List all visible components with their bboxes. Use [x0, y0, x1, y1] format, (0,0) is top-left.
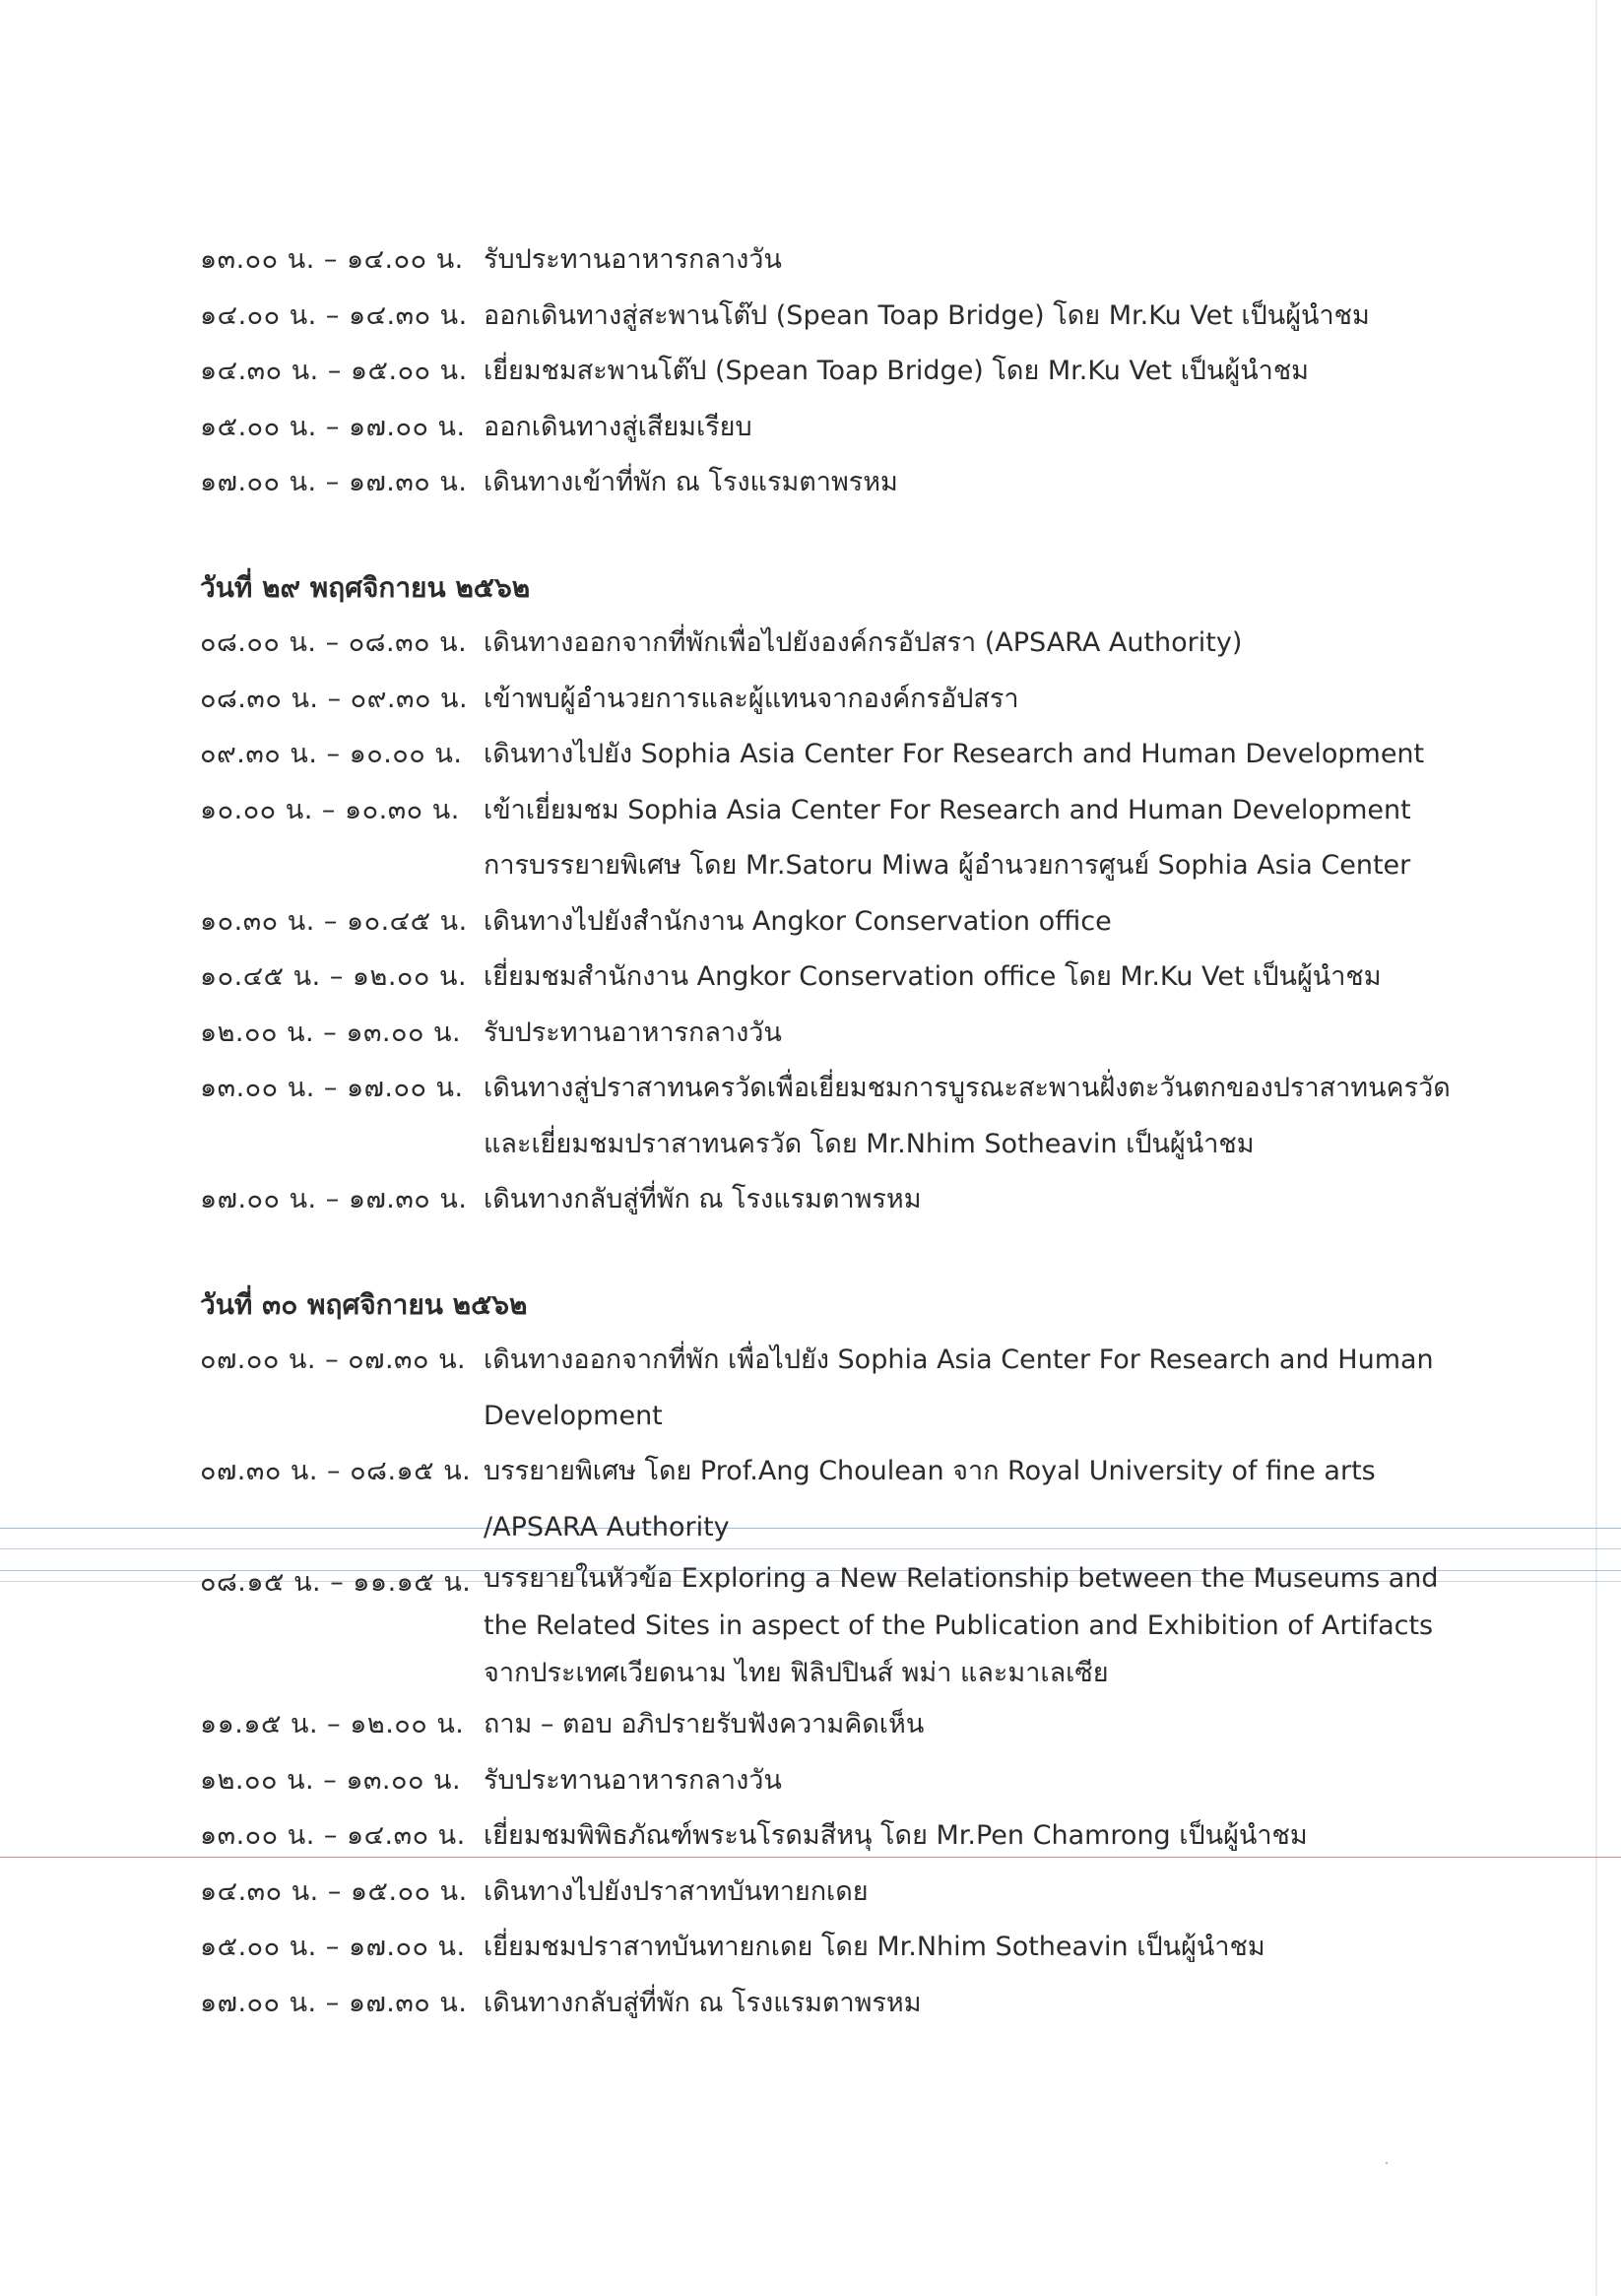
start-time: ๐๗.๓๐ — [200, 1456, 282, 1486]
activity-line: เดินทางสู่ปราสาทนครวัดเพื่อเยี่ยมชมการบูรณะสะพานฝั่งตะวันตกของปราสาทนครวัด — [484, 1073, 1451, 1103]
time-unit: น. — [289, 1184, 317, 1214]
schedule-row — [200, 1976, 1470, 2032]
time-range — [200, 344, 484, 400]
activity-description — [484, 727, 1470, 783]
time-unit: น. — [438, 961, 468, 992]
start-time: ๑๓.๐๐ — [200, 1820, 279, 1851]
time-unit: น. — [439, 1875, 468, 1907]
time-unit: น. — [443, 1456, 472, 1486]
start-time: ๑๔.๓๐ — [200, 1875, 283, 1907]
end-time: ๑๐.๐๐ — [349, 739, 426, 769]
time-dash: – — [325, 1932, 340, 1962]
activity-line: เดินทางกลับสู่ที่พัก ณ โรงแรมตาพรหม — [484, 1184, 922, 1214]
start-time: ๑๒.๐๐ — [200, 1764, 278, 1796]
schedule-row — [200, 455, 1470, 511]
activity-description — [484, 1865, 1470, 1921]
time-unit: น. — [443, 1567, 472, 1598]
time-dash: – — [329, 961, 344, 992]
activity-line: ถาม – ตอบ อภิปรายรับฟังความคิดเห็น — [484, 1709, 925, 1739]
activity-line: the Related Sites in aspect of the Publication and Exhibition of Artifacts — [484, 1610, 1434, 1641]
start-time: ๑๑.๑๕ — [200, 1709, 282, 1739]
start-time: ๑๒.๐๐ — [200, 1017, 278, 1048]
schedule-row — [200, 1808, 1470, 1865]
schedule-block-day-29 — [200, 616, 1470, 1228]
end-time: ๑๒.๐๐ — [352, 961, 430, 992]
start-time: ๑๐.๔๕ — [200, 961, 285, 992]
schedule-row — [200, 616, 1470, 672]
activity-line: เดินทางเข้าที่พัก ณ โรงแรมตาพรหม — [484, 467, 898, 497]
activity-line: เดินทางไปยังปราสาทบันทายกเดย — [484, 1875, 869, 1907]
time-range — [200, 1976, 484, 2032]
time-range — [200, 400, 484, 456]
time-unit: น. — [439, 627, 468, 658]
end-time: ๑๗.๓๐ — [348, 467, 431, 497]
start-time: ๑๗.๐๐ — [200, 1184, 281, 1214]
end-time: ๑๐.๔๕ — [346, 905, 431, 937]
time-unit: น. — [290, 739, 318, 769]
time-unit: น. — [287, 244, 315, 275]
scan-speck — [1386, 2162, 1388, 2164]
time-dash: – — [327, 683, 342, 714]
time-unit: น. — [437, 411, 466, 442]
activity-description — [484, 344, 1470, 400]
end-time: ๑๗.๓๐ — [348, 1987, 431, 2018]
time-unit: น. — [291, 683, 319, 714]
schedule-row — [200, 1172, 1470, 1228]
activity-description — [484, 455, 1470, 511]
time-range — [200, 1697, 484, 1753]
time-dash: – — [325, 299, 340, 331]
end-time: ๑๒.๐๐ — [350, 1709, 428, 1739]
time-dash: – — [327, 1456, 342, 1486]
activity-line: /APSARA Authority — [484, 1511, 730, 1542]
time-range — [200, 1920, 484, 1976]
time-unit: น. — [289, 299, 317, 331]
schedule-row — [200, 1333, 1470, 1444]
activity-description — [484, 1920, 1470, 1976]
start-time: ๑๕.๐๐ — [200, 411, 281, 442]
start-time: ๐๙.๓๐ — [200, 739, 282, 769]
start-time: ๐๘.๐๐ — [200, 627, 281, 658]
time-unit: น. — [287, 1764, 315, 1796]
end-time: ๑๑.๑๕ — [353, 1567, 435, 1598]
time-dash: – — [323, 1017, 338, 1048]
activity-line: และเยี่ยมชมปราสาทนครวัด โดย Mr.Nhim Sotheavin เป็นผู้นำชม — [484, 1128, 1255, 1159]
time-dash: – — [327, 1709, 342, 1739]
end-time: ๑๔.๓๐ — [348, 299, 431, 331]
start-time: ๑๗.๐๐ — [200, 467, 281, 497]
schedule-row — [200, 1753, 1470, 1809]
schedule-content — [200, 232, 1470, 2031]
schedule-row — [200, 1061, 1470, 1172]
activity-line: เยี่ยมชมสำนักงาน Angkor Conservation office โดย Mr.Ku Vet เป็นผู้นำชม — [484, 961, 1382, 992]
activity-line: Development — [484, 1400, 663, 1431]
schedule-row — [200, 894, 1470, 951]
activity-description — [484, 616, 1470, 672]
time-unit: น. — [291, 356, 319, 386]
activity-line: เยี่ยมชมสะพานโต๊ป (Spean Toap Bridge) โดย Mr.Ku Vet เป็นผู้นำชม — [484, 356, 1309, 386]
time-dash: – — [325, 627, 340, 658]
end-time: ๐๗.๓๐ — [348, 1345, 429, 1375]
activity-line: รับประทานอาหารกลางวัน — [484, 244, 782, 275]
activity-description — [484, 783, 1470, 894]
time-unit: น. — [287, 1820, 315, 1851]
page-edge-shadow — [1595, 0, 1597, 2296]
activity-description — [484, 950, 1470, 1006]
activity-line: เดินทางไปยัง Sophia Asia Center For Research and Human Development — [484, 739, 1425, 769]
activity-description — [484, 1555, 1470, 1697]
schedule-block-day1-afternoon — [200, 232, 1470, 511]
activity-line: บรรยายในหัวข้อ Exploring a New Relationship between the Museums and — [484, 1563, 1439, 1594]
start-time: ๑๐.๐๐ — [200, 794, 277, 825]
start-time: ๑๗.๐๐ — [200, 1987, 281, 2018]
activity-line: เดินทางกลับสู่ที่พัก ณ โรงแรมตาพรหม — [484, 1987, 922, 2018]
schedule-row — [200, 1920, 1470, 1976]
time-unit: น. — [289, 1987, 317, 2018]
time-unit: น. — [433, 1017, 462, 1048]
schedule-block-day-30 — [200, 1333, 1470, 2031]
time-unit: น. — [290, 1456, 318, 1486]
time-range — [200, 894, 484, 951]
time-dash: – — [323, 1820, 338, 1851]
schedule-row — [200, 727, 1470, 783]
day-heading-30: วันที่ ๓๐ พฤศจิกายน ๒๕๖๒ — [200, 1287, 528, 1321]
activity-line: จากประเทศเวียดนาม ไทย ฟิลิปปินส์ พม่า และมาเลเซีย — [484, 1658, 1109, 1688]
end-time: ๑๗.๐๐ — [346, 1073, 427, 1103]
end-time: ๑๗.๐๐ — [348, 411, 429, 442]
end-time: ๐๘.๑๕ — [350, 1456, 435, 1486]
activity-description — [484, 1808, 1470, 1865]
time-dash: – — [326, 739, 341, 769]
schedule-row — [200, 672, 1470, 728]
time-dash: – — [325, 467, 340, 497]
time-dash: – — [325, 1184, 340, 1214]
time-range — [200, 1865, 484, 1921]
time-range — [200, 727, 484, 783]
time-range — [200, 1555, 484, 1611]
time-unit: น. — [440, 683, 469, 714]
time-dash: – — [325, 411, 340, 442]
schedule-row — [200, 1555, 1470, 1697]
time-unit: น. — [439, 467, 468, 497]
start-time: ๐๘.๑๕ — [200, 1567, 285, 1598]
time-unit: น. — [439, 905, 468, 937]
time-unit: น. — [289, 1932, 317, 1962]
end-time: ๑๕.๐๐ — [350, 356, 431, 386]
activity-line: เดินทางไปยังสำนักงาน Angkor Conservation office — [484, 905, 1112, 937]
time-dash: – — [325, 1345, 340, 1375]
schedule-row — [200, 1697, 1470, 1753]
time-dash: – — [323, 1073, 338, 1103]
time-range — [200, 616, 484, 672]
time-unit: น. — [292, 961, 321, 992]
time-unit: น. — [437, 1932, 466, 1962]
time-range — [200, 232, 484, 289]
activity-line: เข้าเยี่ยมชม Sophia Asia Center For Research and Human Development — [484, 794, 1411, 825]
time-unit: น. — [439, 1987, 468, 2018]
activity-line: เดินทางออกจากที่พัก เพื่อไปยัง Sophia Asia Center For Research and Human — [484, 1345, 1434, 1375]
start-time: ๑๕.๐๐ — [200, 1932, 281, 1962]
time-unit: น. — [435, 244, 464, 275]
activity-description — [484, 1333, 1470, 1444]
schedule-row — [200, 1865, 1470, 1921]
time-unit: น. — [288, 1345, 316, 1375]
time-unit: น. — [433, 1764, 462, 1796]
activity-description — [484, 1444, 1470, 1555]
time-unit: น. — [438, 1345, 467, 1375]
schedule-row — [200, 400, 1470, 456]
time-dash: – — [327, 1875, 342, 1907]
activity-line: รับประทานอาหารกลางวัน — [484, 1017, 782, 1048]
time-unit: น. — [439, 299, 468, 331]
end-time: ๑๐.๓๐ — [345, 794, 423, 825]
time-unit: น. — [439, 1184, 468, 1214]
time-dash: – — [323, 905, 338, 937]
time-unit: น. — [437, 1820, 466, 1851]
schedule-row — [200, 1444, 1470, 1555]
end-time: ๑๔.๓๐ — [346, 1820, 429, 1851]
end-time: ๐๙.๓๐ — [350, 683, 431, 714]
time-unit: น. — [434, 739, 463, 769]
activity-description — [484, 894, 1470, 951]
time-unit: น. — [435, 1073, 464, 1103]
activity-line: เยี่ยมชมปราสาทบันทายกเดย โดย Mr.Nhim Sotheavin เป็นผู้นำชม — [484, 1932, 1265, 1962]
activity-line: ออกเดินทางสู่สะพานโต๊ป (Spean Toap Bridge) โดย Mr.Ku Vet เป็นผู้นำชม — [484, 299, 1370, 331]
start-time: ๐๘.๓๐ — [200, 683, 283, 714]
end-time: ๑๕.๐๐ — [350, 1875, 431, 1907]
start-time: ๑๓.๐๐ — [200, 1073, 279, 1103]
time-dash: – — [327, 356, 342, 386]
activity-description — [484, 672, 1470, 728]
activity-description — [484, 400, 1470, 456]
time-range — [200, 1061, 484, 1117]
activity-description — [484, 1172, 1470, 1228]
time-unit: น. — [287, 1073, 315, 1103]
schedule-row — [200, 783, 1470, 894]
start-time: ๐๗.๐๐ — [200, 1345, 280, 1375]
time-unit: น. — [291, 1875, 319, 1907]
activity-description — [484, 1061, 1470, 1172]
schedule-row — [200, 232, 1470, 289]
activity-description — [484, 1697, 1470, 1753]
activity-description — [484, 1753, 1470, 1809]
time-dash: – — [330, 1567, 345, 1598]
time-dash: – — [321, 794, 336, 825]
start-time: ๑๔.๐๐ — [200, 299, 281, 331]
activity-line: รับประทานอาหารกลางวัน — [484, 1764, 782, 1796]
activity-description — [484, 1976, 1470, 2032]
end-time: ๑๓.๐๐ — [346, 1017, 424, 1048]
end-time: ๐๘.๓๐ — [348, 627, 431, 658]
activity-description — [484, 232, 1470, 289]
time-unit: น. — [289, 411, 317, 442]
activity-line: การบรรยายพิเศษ โดย Mr.Satoru Miwa ผู้อำนวยการศูนย์ Sophia Asia Center — [484, 850, 1411, 881]
time-range — [200, 1808, 484, 1865]
start-time: ๑๔.๓๐ — [200, 356, 283, 386]
time-range — [200, 1333, 484, 1389]
schedule-row — [200, 344, 1470, 400]
time-range — [200, 289, 484, 345]
time-dash: – — [325, 1987, 340, 2018]
time-dash: – — [323, 1764, 338, 1796]
time-unit: น. — [431, 794, 460, 825]
time-dash: – — [323, 244, 338, 275]
schedule-row — [200, 1006, 1470, 1062]
activity-line: เดินทางออกจากที่พักเพื่อไปยังองค์กรอัปสรา (APSARA Authority) — [484, 627, 1243, 658]
activity-line: ออกเดินทางสู่เสียมเรียบ — [484, 411, 752, 442]
time-unit: น. — [289, 627, 317, 658]
activity-line: บรรยายพิเศษ โดย Prof.Ang Choulean จาก Royal University of fine arts — [484, 1456, 1376, 1486]
time-range — [200, 950, 484, 1006]
time-unit: น. — [287, 1017, 315, 1048]
end-time: ๑๗.๓๐ — [348, 1184, 431, 1214]
activity-description — [484, 289, 1470, 345]
time-range — [200, 455, 484, 511]
day-heading-29: วันที่ ๒๙ พฤศจิกายน ๒๕๖๒ — [200, 570, 531, 604]
schedule-row — [200, 289, 1470, 345]
end-time: ๑๓.๐๐ — [346, 1764, 424, 1796]
end-time: ๑๔.๐๐ — [346, 244, 427, 275]
time-range — [200, 1006, 484, 1062]
time-range — [200, 672, 484, 728]
end-time: ๑๗.๐๐ — [348, 1932, 429, 1962]
time-range — [200, 1444, 484, 1500]
schedule-row — [200, 950, 1470, 1006]
activity-line: เข้าพบผู้อำนวยการและผู้แทนจากองค์กรอัปสรา — [484, 683, 1019, 714]
time-unit: น. — [287, 905, 315, 937]
activity-description — [484, 1006, 1470, 1062]
time-range — [200, 783, 484, 839]
time-unit: น. — [289, 467, 317, 497]
start-time: ๑๓.๐๐ — [200, 244, 279, 275]
time-unit: น. — [436, 1709, 465, 1739]
time-unit: น. — [285, 794, 313, 825]
time-range — [200, 1753, 484, 1809]
start-time: ๑๐.๓๐ — [200, 905, 279, 937]
time-unit: น. — [291, 1709, 319, 1739]
time-unit: น. — [439, 356, 468, 386]
activity-line: เยี่ยมชมพิพิธภัณฑ์พระนโรดมสีหนุ โดย Mr.Pen Chamrong เป็นผู้นำชม — [484, 1820, 1308, 1851]
time-unit: น. — [293, 1567, 322, 1598]
time-range — [200, 1172, 484, 1228]
